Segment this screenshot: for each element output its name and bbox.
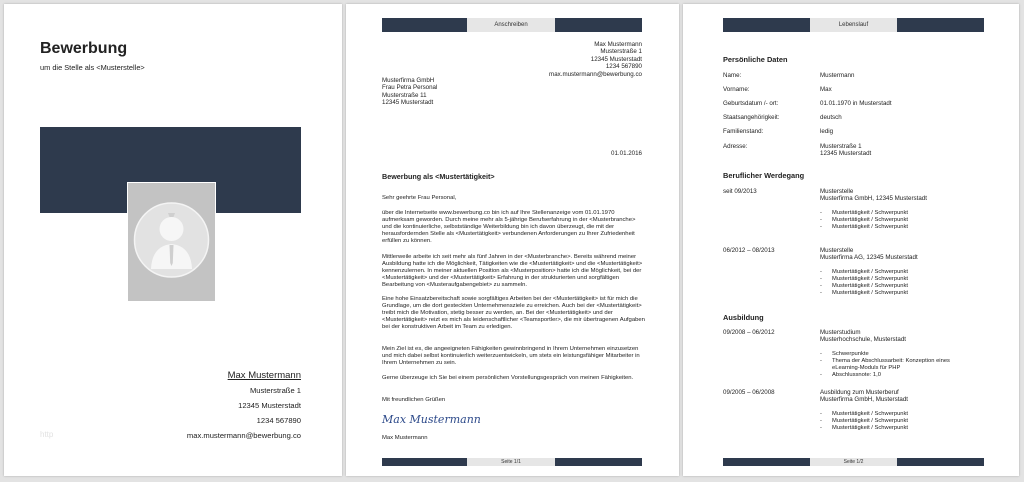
- personal-value: Mustermann: [820, 72, 855, 79]
- personal-label: Vorname:: [723, 86, 750, 93]
- letter-subject: Bewerbung als <Mustertätigkeit>: [382, 172, 495, 181]
- footer-bar-left: [723, 458, 810, 466]
- sender-city: 12345 Musterstadt: [590, 55, 642, 63]
- sender-email: max.mustermann@bewerbung.co: [549, 70, 642, 78]
- personal-label: Name:: [723, 72, 742, 79]
- personal-label: Familienstand:: [723, 128, 764, 135]
- tab-bar-right: [555, 18, 642, 32]
- personal-value: 01.01.1970 in Musterstadt: [820, 100, 892, 107]
- cover-email: max.mustermann@bewerbung.co: [186, 431, 301, 440]
- letter-paragraph-2: Mittlerweile arbeite ich seit mehr als fünf Jahren in der <Musterbranche>. Bereits während meiner Ausbildung hatte ich die Möglichkeit, Tätigkeiten wie die <Mustertätigkeit> und die <Mustertätigkeit> kennenzulernen. In meiner aktuellen Position als <Musterposition> hatte ich die Möglichkeit, bei der <Mustertätigkeit> und der <Mustertätigkeit> Erfahrung in der strukturierten und sorgfältigen Bearbeitung von <Musteraufgabengebiet> zu sammeln.: [382, 254, 643, 289]
- list-item: - Mustertätigkeit / Schwerpunkt: [820, 425, 908, 432]
- cover-subtitle: um die Stelle als <Musterstelle>: [40, 63, 145, 72]
- list-item: - Mustertätigkeit / Schwerpunkt: [820, 283, 908, 290]
- career-bullets: [820, 269, 908, 297]
- education-bullets: [820, 351, 950, 379]
- letter-page: [346, 4, 679, 476]
- footer-bar-left: [382, 458, 467, 466]
- list-item: - Mustertätigkeit / Schwerpunkt: [820, 418, 908, 425]
- cover-title: Bewerbung: [40, 40, 128, 57]
- watermark: http: [40, 430, 54, 439]
- list-item: eLearning-Moduls für PHP: [832, 365, 901, 371]
- career-org: Musterfirma GmbH, 12345 Musterstadt: [820, 195, 927, 202]
- personal-value: deutsch: [820, 114, 842, 121]
- list-item: - Mustertätigkeit / Schwerpunkt: [820, 411, 908, 418]
- footer-bar-right: [897, 458, 984, 466]
- list-item: - Schwerpunkte: [820, 351, 950, 358]
- footer-bar-right: [555, 458, 642, 466]
- cover-city: 12345 Musterstadt: [238, 401, 301, 410]
- recipient-block: [382, 77, 437, 107]
- tab-bar-right: [897, 18, 984, 32]
- education-period: 09/2008 – 06/2012: [723, 329, 775, 336]
- letter-paragraph-4: Mein Ziel ist es, die angeeigneten Fähigkeiten gewinnbringend in Ihrem Unternehmen einzusetzen und mich dabei selbst kontinuierlich weiterzuentwickeln, um stets ein leistungsfähiger Mitarbeiter in Ihrem Unternehmen zu sein.: [382, 346, 640, 367]
- tab-bar-left: [723, 18, 810, 32]
- career-period: 06/2012 – 08/2013: [723, 247, 775, 254]
- signature: Max Mustermann: [382, 413, 481, 426]
- personal-value: Musterstraße 1: [820, 143, 862, 150]
- education-title: Ausbildung zum Musterberuf: [820, 389, 899, 396]
- sender-phone: 1234 567890: [605, 63, 642, 71]
- tab-bar-left: [382, 18, 467, 32]
- recipient-contact: Frau Petra Personal: [382, 84, 438, 92]
- career-org: Musterfirma AG, 12345 Musterstadt: [820, 254, 918, 261]
- section-career: Beruflicher Werdegang: [723, 171, 805, 180]
- tab-anschreiben: Anschreiben: [467, 18, 555, 32]
- career-period: seit 09/2013: [723, 188, 757, 195]
- personal-label: Geburtsdatum /- ort:: [723, 100, 779, 107]
- career-title: Musterstelle: [820, 188, 854, 195]
- personal-value: 12345 Musterstadt: [820, 150, 872, 157]
- recipient-company: Musterfirma GmbH: [382, 77, 435, 84]
- personal-value: ledig: [820, 128, 834, 135]
- section-education: Ausbildung: [723, 313, 764, 322]
- list-item: - Abschlussnote: 1,0: [820, 372, 950, 379]
- list-item: - Mustertätigkeit / Schwerpunkt: [820, 290, 908, 297]
- career-title: Musterstelle: [820, 247, 854, 254]
- list-item: - Mustertätigkeit / Schwerpunkt: [820, 224, 908, 231]
- letter-date: 01.01.2016: [611, 150, 642, 157]
- list-item: - Mustertätigkeit / Schwerpunkt: [820, 269, 908, 276]
- letter-paragraph-5: Gerne überzeuge ich Sie bei einem persönlichen Vorstellungsgespräch von meinen Fähigkeiten.: [382, 375, 634, 381]
- list-item: - Thema der Abschlussarbeit: Konzeption eines: [820, 358, 950, 365]
- list-item: - Mustertätigkeit / Schwerpunkt: [820, 217, 908, 224]
- section-personal: Persönliche Daten: [723, 55, 788, 64]
- letter-salutation: Sehr geehrte Frau Personal,: [382, 195, 457, 201]
- list-item: - Mustertätigkeit / Schwerpunkt: [820, 276, 908, 283]
- cover-name: Max Mustermann: [227, 370, 301, 381]
- recipient-city: 12345 Musterstadt: [382, 99, 434, 107]
- letter-closing: Mit freundlichen Grüßen: [382, 397, 446, 403]
- cover-page: [4, 4, 342, 476]
- tab-lebenslauf: Lebenslauf: [810, 18, 897, 32]
- personal-label: Adresse:: [723, 143, 748, 150]
- photo-frame: [127, 182, 216, 302]
- cover-phone: 1234 567890: [256, 416, 301, 425]
- personal-label: Staatsangehörigkeit:: [723, 114, 780, 121]
- education-org: Musterhochschule, Musterstadt: [820, 336, 906, 343]
- education-period: 09/2005 – 06/2008: [723, 389, 775, 396]
- cover-street: Musterstraße 1: [249, 386, 301, 395]
- recipient-street: Musterstraße 11: [382, 91, 427, 99]
- list-item: - Mustertätigkeit / Schwerpunkt: [820, 210, 908, 217]
- cv-page: [683, 4, 1019, 476]
- letter-signer: Max Mustermann: [382, 435, 428, 441]
- page-number: Seite 1/2: [810, 458, 897, 466]
- sender-street: Musterstraße 1: [600, 48, 642, 56]
- letter-paragraph-1: über die Internetseite www.bewerbung.co bin ich auf Ihre Stellenanzeige vom 01.01.1970 aufmerksam geworden. Durch meine mehr als 5-jährige Berufserfahrung in der <Musterbranche> und die kontinuierliche, selbstständige Weiterbildung bin ich davon überzeugt, die mit der herausfordernden Stelle als <Mustertätigkeit> verbundenen Anforderungen zu Ihrer Zufriedenheit erfüllen zu können.: [382, 210, 636, 245]
- education-title: Musterstudium: [820, 329, 861, 336]
- education-bullets: [820, 411, 908, 432]
- career-bullets: [820, 210, 908, 231]
- personal-value: Max: [820, 86, 832, 93]
- person-placeholder-icon: [128, 183, 215, 301]
- education-org: Musterfirma GmbH, Musterstadt: [820, 396, 909, 403]
- sender-name: Max Mustermann: [594, 41, 642, 48]
- page-number: Seite 1/1: [467, 458, 555, 466]
- letter-paragraph-3: Eine hohe Einsatzbereitschaft sowie sorgfältiges Arbeiten bei der <Mustertätigkeit> ist für mich die Grundlage, um die dort gesteckten Unternehmensziele zu erreichen. Auch bei der <Mustertätigkeit> treibt mich die Motivation, stetig besser zu werden, an. Bei der <Mustertätigkeit> und der <Mustertätigkeit> reizt es mich als leidenschaftlicher <Teamsportler>, die mir übertragenen Aufgaben bei der konstruktiven Arbeit im Team zu erledigen.: [382, 296, 645, 331]
- sender-block: [549, 41, 642, 78]
